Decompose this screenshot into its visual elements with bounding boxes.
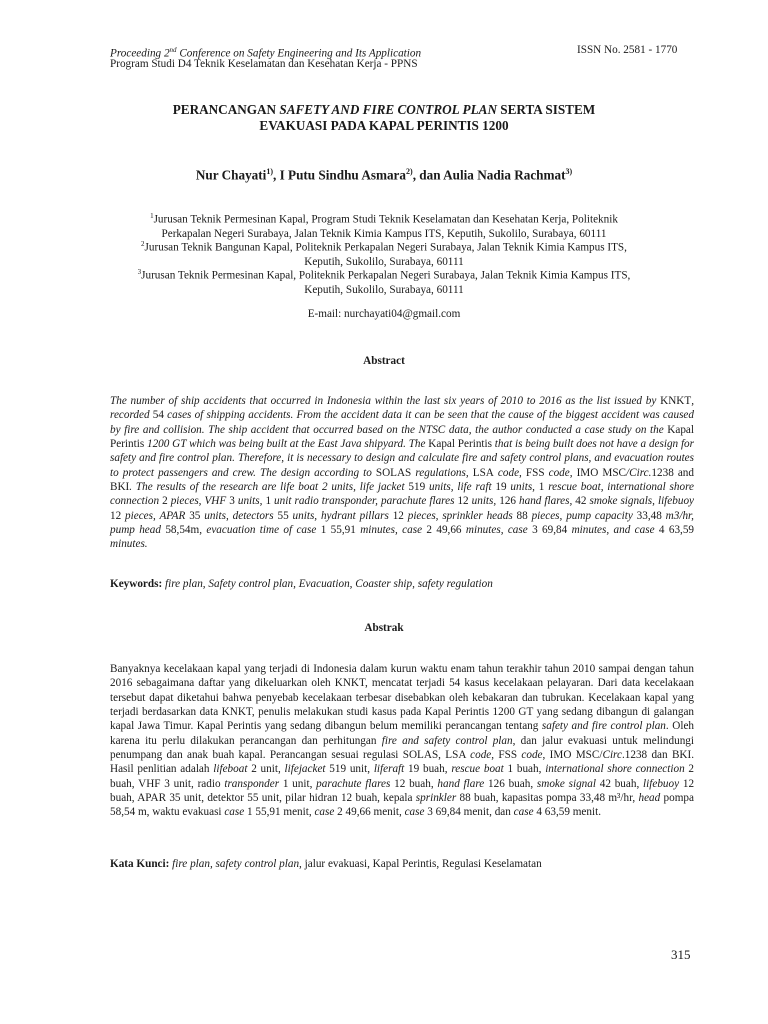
text-run: 3 [229,495,235,508]
text-run: /Circ. [626,466,652,479]
text-run: units, hydrant pillars [288,509,393,522]
abstract-heading: Abstract [363,355,405,367]
text-run: lifebuoy [643,777,680,790]
text-run: 2 49,66 menit, [334,806,405,819]
text-run: minutes, and case [567,524,659,537]
text-run: lifeboat [213,763,248,776]
text-run: 3 69,84 menit, dan [424,806,514,819]
text-run: , FSS [491,749,522,762]
affiliation-1: $^1$Jurusan Teknik Permesinan Kapal, Program Studi Teknik Keselamatan dan Kesehatan Kerja, Politeknik Perkapalan Negeri Surabaya, Jalan Teknik Kimia Kampus ITS, Keputih, Sukolilo, Surabaya, 60111 [150,212,618,241]
text-run: liferaft [373,763,405,776]
text-run: case [224,806,245,819]
text-run: case [314,806,335,819]
text-run: code, [544,466,577,479]
text-run: transponder [224,777,280,790]
text-run: fire and safety control plan [381,734,513,747]
running-header-program: Program Studi D4 Teknik Keselamatan dan Kesehatan Kerja - PPNS [110,58,418,70]
text-run: safety and fire control plan [541,720,666,733]
text-run: 12 [110,509,122,522]
issn-number: ISSN No. 2581 - 1770 [577,44,678,56]
text-run: 1 55,91 [320,524,356,537]
abstract-english [110,394,694,552]
text-run: case [404,806,425,819]
text-run: . Oleh karena itu perlu dilakukan perancangan dan perhitungan [110,720,695,747]
running-header-conference: Proceeding 2nd Conference on Safety Engineering and Its Application [110,46,422,60]
text-run: 1200 [144,438,173,451]
text-run: 42 [575,495,587,508]
text-run: units, detectors [200,509,278,522]
text-run: 1 [265,495,272,508]
text-run: .1238 dan BKI. Hasil penlitian adalah [110,749,695,776]
text-run: Kapal Perintis [110,423,694,451]
text-run: international shore connection [545,763,685,776]
text-run: pompa 58,54 m, waktu evakuasi [110,792,694,819]
text-run: 1 unit, [279,777,317,790]
text-run: lifejacket [284,763,326,776]
text-run: 19 buah, [404,763,452,776]
text-run: GT which was being built at the East Java shipyard. The [172,438,429,451]
text-run: smoke signals, lifebuoy [586,495,695,508]
text-run: 1 buah, [503,763,546,776]
text-run: IMO MSC [576,466,627,479]
text-run: smoke signal [536,777,596,790]
keywords: Keywords: fire plan, Safety control plan, Evacuation, Coaster ship, safety regulation [110,578,493,590]
text-run: units, [468,495,500,508]
text-run: KNKT [660,395,692,407]
text-run: FSS [525,466,545,479]
page-number: 315 [671,947,691,962]
text-run: pieces, pump capacity [527,509,637,522]
abstrak-indonesian [110,662,694,820]
text-run: case [513,806,534,819]
text-run: 519 [408,481,426,494]
text-run: that is being built does not have a design for safety and fire control plan. Therefore, it is necessary to design and calculate fire and safety control plans, and evacuation routes to protect passengers and crew. The design according to [110,438,695,479]
text-run: parachute flares [316,777,391,790]
text-run: , dan jalur evakuasi untuk melindungi penumpang dan anak buah kapal. Perancangan sesuai regulasi SOLAS, LSA [110,734,694,762]
text-run: 2 buah, VHF 3 unit, radio [110,763,695,790]
text-run: Banyaknya kecelakaan kapal yang terjadi di Indonesia dalam kurun waktu enam tahun terakhir tahun 2010 sampai dengan tahun 2016 sebagaimana daftar yang dikeluarkan oleh KNKT, mencatat terjadi 54 kasus kecelakaan pelayaran. Dari data kecelakaan tersebut dapat diketahui bahwa penyebab kecelakaan terbesar disebabkan oleh kebakaran dan tubrukan. Kecelakaan kapal yang terjadi berdasarkan data KNKT, penulis melakukan studi kasus pada Kapal Perintis 1200 GT yang sedang dibangun di galangan kapal Jawa Timur. Kapal Perintis yang sedang dibangun belum memiliki perancangan tentang [110,663,694,733]
text-run: 1238 and BKI [110,466,694,494]
affiliation-3: $^3$Jurusan Teknik Permesinan Kapal, Politeknik Perkapalan Negeri Surabaya, Jalan Teknik Kimia Kampus ITS, Keputih, Sukolilo, Surabaya, 60111 [137,268,631,297]
text-run: minutes, case [461,524,533,537]
text-run: 88 [516,509,528,522]
text-run: units, [506,481,539,494]
text-run: 58,54m [165,524,200,537]
text-run: pieces, VHF [167,495,230,508]
text-run: SOLAS [375,466,412,479]
text-run: hand flares, [516,495,576,508]
paper-title: PERANCANGAN SAFETY AND FIRE CONTROL PLAN SERTA SISTEM EVAKUASI PADA KAPAL PERINTIS 1200 [172,102,596,133]
text-run: units, life raft [425,481,496,494]
text-run: pieces, APAR [121,509,190,522]
text-run: pieces, sprinkler heads [403,509,517,522]
text-run: 42 buah, [595,777,644,790]
text-run: head [638,792,661,805]
text-run: 519 unit, [325,763,374,776]
text-run: 2 unit, [247,763,285,776]
text-run: Kapal Perintis [428,438,492,451]
text-run: , recorded [110,395,694,422]
text-run: code, [493,466,526,479]
text-run: 35 [189,509,201,522]
text-run: 88 buah, kapasitas pompa 33,48 m³/hr, [456,792,639,805]
text-run: 3 69,84 [532,524,568,537]
text-run: . The results of the research are life boat 2 units, life jacket [129,481,409,494]
text-run: 19 [495,481,507,494]
text-run: 12 buah, [390,777,438,790]
kata-kunci: Kata Kunci: fire plan, safety control plan, jalur evakuasi, Kapal Perintis, Regulasi Keselamatan [110,858,542,870]
text-run: cases of shipping accidents. From the accident data it can be seen that the cause of the biggest accident was caused by fire and collision. The ship accident that occurred based on the NTSC data, the author conducted a case study on the [110,409,694,436]
text-run: hand flare [437,777,485,790]
text-run: 4 63,59 menit. [533,806,601,819]
text-run: code [470,749,492,762]
text-run: , evacuation time of case [199,524,321,537]
text-run: 55 [277,509,289,522]
text-run: 12 buah, APAR 35 unit, detektor 55 unit, pilar hidran 12 buah, kepala [110,777,695,805]
text-run: minutes, case [355,524,427,537]
text-run: 12 [457,495,469,508]
text-run: Circ [602,749,622,762]
text-run: units, [234,495,266,508]
text-run: sprinkler [415,792,457,805]
abstrak-heading: Abstrak [364,622,404,634]
text-run: regulations, [411,466,473,479]
text-run: 2 49,66 [426,524,462,537]
text-run: , IMO MSC/ [542,749,603,762]
text-run: 33,48 [636,509,662,522]
text-run: rescue boat [451,763,504,776]
text-run: minutes. [110,538,148,551]
contact-email: E-mail: nurchayati04@gmail.com [307,308,461,320]
text-run: LSA [472,466,494,479]
text-run: 54 [152,409,164,422]
text-run: 1 [538,481,545,494]
text-run: code [521,749,543,762]
text-run: 1 55,91 menit, [244,806,315,819]
text-run: 126 buah, [484,777,537,790]
text-run: 2 [162,495,168,508]
text-run: unit radio transponder, parachute flares [271,495,458,508]
text-run: 4 63,59 [658,524,695,537]
text-run: 126 [499,495,516,508]
text-run: The number of ship accidents that occurred in Indonesia within the last six years of 2010 to 2016 as the list issued by [110,395,661,407]
text-run: 12 [392,509,404,522]
author-list: Nur Chayati$^{1)}$, I Putu Sindhu Asmara$^{2)}$, dan Aulia Nadia Rachmat$^{3)}$ [195,167,573,183]
affiliation-2: $^2$Jurusan Teknik Bangunan Kapal, Politeknik Perkapalan Negeri Surabaya, Jalan Teknik Kimia Kampus ITS, Keputih, Sukolilo, Surabaya, 60111 [141,240,627,269]
text-run: m3/hr, pump head [110,509,694,537]
text-run: rescue boat, international shore connection [110,481,694,508]
